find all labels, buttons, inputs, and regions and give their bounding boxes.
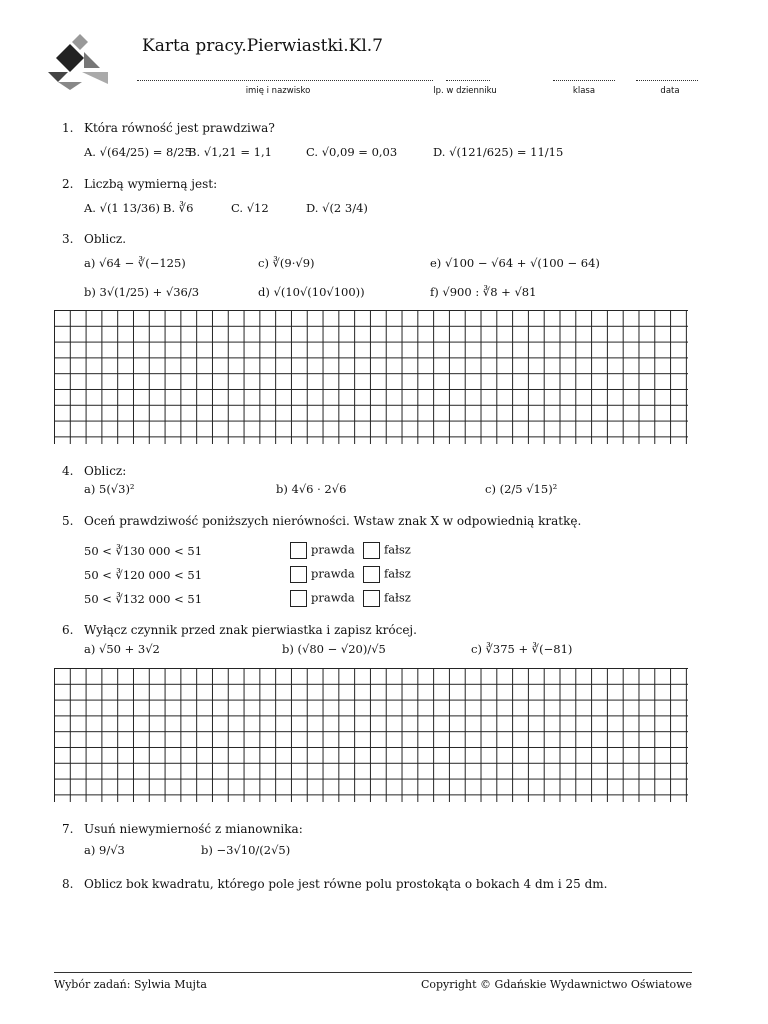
q4-item-b: b) 4√6 · 2√6 (276, 482, 347, 496)
question-1: 1. Która równość jest prawdziwa? (62, 121, 275, 135)
question-5: 5. Oceń prawdziwość poniższych nierówności. Wstaw znak X w odpowiednią kratkę. (62, 514, 582, 528)
checkbox[interactable] (363, 566, 380, 583)
answer-grid-1[interactable] (54, 310, 688, 444)
name-field[interactable] (137, 70, 433, 81)
q3-item-d: d) √(10√(10√100)) (258, 285, 365, 299)
class-number-label: lp. w dzienniku (433, 86, 497, 96)
q3-item-c: c) ∛(9·√9) (258, 256, 315, 270)
checkbox[interactable] (290, 542, 307, 559)
q1-option-a: A. √(64/25) = 8/25 (84, 145, 192, 159)
q5-row-1-false[interactable]: fałsz (363, 542, 411, 559)
q1-option-d: D. √(121/625) = 11/15 (433, 145, 564, 159)
publisher-logo (48, 34, 112, 90)
q4-item-c: c) (2/5 √15)² (485, 482, 558, 496)
checkbox[interactable] (363, 590, 380, 607)
checkbox[interactable] (363, 542, 380, 559)
q1-option-b: B. √1,21 = 1,1 (188, 145, 272, 159)
q4-item-a: a) 5(√3)² (84, 482, 135, 496)
q1-option-c: C. √0,09 = 0,03 (306, 145, 398, 159)
page-title: Karta pracy.Pierwiastki.Kl.7 (142, 36, 383, 56)
q3-item-a: a) √64 − ∛(−125) (84, 256, 186, 270)
question-3: 3. Oblicz. (62, 232, 127, 246)
q6-item-c: c) ∛375 + ∛(−81) (471, 642, 573, 656)
q3-item-f: f) √900 : ∛8 + √81 (430, 285, 537, 299)
q3-item-e: e) √100 − √64 + √(100 − 64) (430, 256, 600, 270)
q6-item-b: b) (√80 − √20)/√5 (282, 642, 386, 656)
class-field[interactable] (553, 70, 615, 81)
date-label: data (660, 86, 680, 96)
q5-row-2-false[interactable]: fałsz (363, 566, 411, 583)
q5-inequality-1: 50 < ∛130 000 < 51 (84, 544, 203, 558)
q6-item-a: a) √50 + 3√2 (84, 642, 160, 656)
q5-row-2-true[interactable]: prawda (290, 566, 355, 583)
question-4: 4. Oblicz: (62, 464, 127, 478)
answer-grid-2[interactable] (54, 668, 688, 802)
date-field[interactable] (636, 70, 698, 81)
q5-inequality-3: 50 < ∛132 000 < 51 (84, 592, 203, 606)
q2-option-b: B. ∛6 (163, 201, 194, 215)
footer-copyright: Copyright © Gdańskie Wydawnictwo Oświatowe (420, 978, 692, 991)
question-8: 8. Oblicz bok kwadratu, którego pole jest równe polu prostokąta o bokach 4 dm i 25 dm. (62, 877, 608, 891)
q2-option-a: A. √(1 13/36) (84, 201, 161, 215)
question-6: 6. Wyłącz czynnik przed znak pierwiastka i zapisz krócej. (62, 623, 417, 637)
q7-item-a: a) 9/√3 (84, 843, 125, 857)
q2-option-c: C. √12 (231, 201, 269, 215)
q5-row-3-false[interactable]: fałsz (363, 590, 411, 607)
name-label: imię i nazwisko (245, 86, 311, 96)
footer-author: Wybór zadań: Sylwia Mujta (54, 978, 207, 991)
q5-row-1-true[interactable]: prawda (290, 542, 355, 559)
question-2: 2. Liczbą wymierną jest: (62, 177, 218, 191)
class-number-field[interactable] (446, 70, 490, 81)
checkbox[interactable] (290, 566, 307, 583)
q7-item-b: b) −3√10/(2√5) (201, 843, 291, 857)
q3-item-b: b) 3√(1/25) + √36/3 (84, 285, 200, 299)
question-7: 7. Usuń niewymierność z mianownika: (62, 822, 303, 836)
footer-divider (54, 972, 692, 973)
checkbox[interactable] (290, 590, 307, 607)
q5-inequality-2: 50 < ∛120 000 < 51 (84, 568, 203, 582)
q5-row-3-true[interactable]: prawda (290, 590, 355, 607)
q2-option-d: D. √(2 3/4) (306, 201, 368, 215)
class-label: klasa (572, 86, 596, 96)
